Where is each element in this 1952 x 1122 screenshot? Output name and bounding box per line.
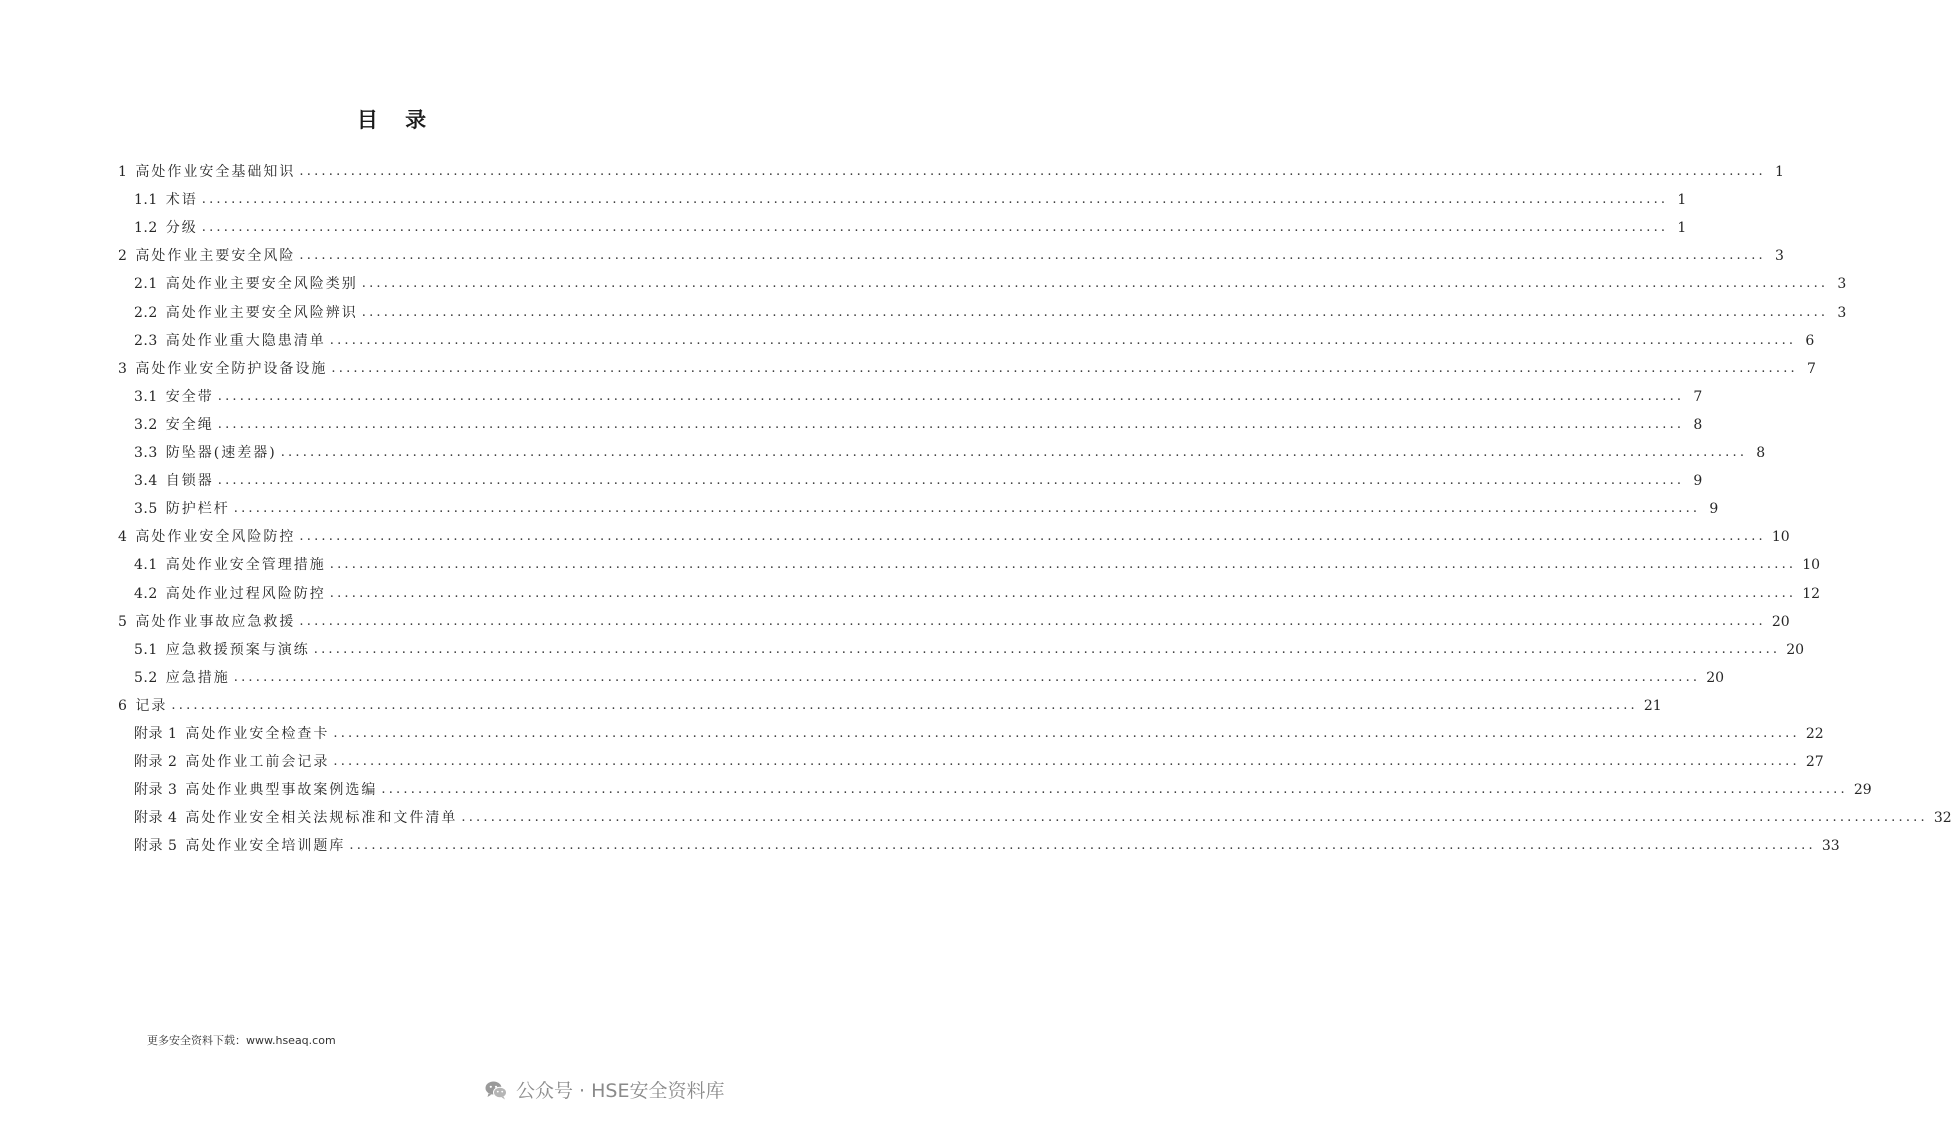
- toc-leader-dots: ........................................................................................................................................................................................................: [299, 164, 1766, 179]
- toc-entry-appendix-1[interactable]: [134, 720, 1824, 748]
- toc-leader-dots: ........................................................................................................................................................................................................: [299, 248, 1766, 264]
- toc-entry-number: 1.1: [134, 192, 158, 209]
- toc-entry-page: 32: [1933, 810, 1952, 827]
- toc-entry-page: 20: [1706, 669, 1725, 686]
- toc-leader-dots: ........................................................................................................................................................................................................: [361, 304, 1829, 320]
- toc-entry-number: 3.5: [134, 501, 158, 518]
- download-note[interactable]: 更多安全资料下载：www.hseaq.com: [147, 1034, 336, 1047]
- toc-entry-page: 21: [1643, 697, 1662, 714]
- toc-entry-number: 2.1: [134, 276, 158, 293]
- toc-entry-title: 高处作业重大隐患清单: [165, 332, 326, 349]
- toc-entry-4-2[interactable]: [134, 580, 1821, 608]
- watermark-text: 公众号 · HSE安全资料库: [516, 1080, 725, 1102]
- toc-leader-dots: ........................................................................................................................................................................................................: [381, 782, 1848, 798]
- toc-entry-2-1[interactable]: [134, 270, 1847, 298]
- toc-entry-number: 2: [118, 248, 128, 265]
- toc-entry-page: 12: [1802, 585, 1821, 602]
- toc-entry-number: 附录 1: [134, 726, 178, 742]
- toc-entry-title: 高处作业安全检查卡: [185, 726, 330, 742]
- toc-entry-page: 20: [1786, 641, 1805, 658]
- toc-leader-dots: ........................................................................................................................................................................................................: [217, 473, 1685, 489]
- toc-entry-number: 5.1: [134, 641, 158, 658]
- toc-leader-dots: ........................................................................................................................................................................................................: [329, 585, 1797, 601]
- toc-leader-dots: ........................................................................................................................................................................................................: [201, 220, 1669, 236]
- toc-entry-appendix-5[interactable]: [134, 832, 1840, 860]
- toc-leader-dots: ........................................................................................................................................................................................................: [333, 726, 1800, 741]
- toc-leader-dots: ........................................................................................................................................................................................................: [233, 669, 1701, 685]
- toc-entry-5[interactable]: [118, 608, 1790, 636]
- toc-leader-dots: ........................................................................................................................................................................................................: [299, 529, 1766, 545]
- toc-entry-6[interactable]: [118, 692, 1662, 720]
- toc-leader-dots: ........................................................................................................................................................................................................: [329, 557, 1797, 573]
- toc-entry-title: 记录: [135, 697, 168, 714]
- toc-entry-2[interactable]: [118, 242, 1784, 270]
- toc-entry-page: 33: [1821, 838, 1840, 855]
- toc-entry-1-1[interactable]: [134, 186, 1687, 214]
- toc-entry-number: 5: [118, 613, 128, 630]
- toc-entry-page: 6: [1805, 332, 1815, 349]
- toc-entry-2-3[interactable]: [134, 327, 1815, 355]
- wechat-watermark: [484, 1076, 724, 1103]
- toc-leader-dots: ........................................................................................................................................................................................................: [299, 613, 1766, 629]
- toc-entry-number: 1.2: [134, 220, 158, 237]
- toc-entry-page: 1: [1677, 192, 1687, 209]
- toc-entry-title: 高处作业安全培训题库: [185, 838, 346, 855]
- toc-entry-title: 高处作业安全相关法规标准和文件清单: [185, 810, 458, 827]
- toc-entry-page: 7: [1806, 360, 1816, 377]
- toc-entry-title: 高处作业主要安全风险辨识: [165, 304, 358, 321]
- toc-entry-number: 附录 4: [134, 810, 178, 827]
- toc-entry-title: 防坠器(速差器): [165, 445, 277, 461]
- toc-leader-dots: ........................................................................................................................................................................................................: [461, 810, 1928, 826]
- toc-entry-page: 3: [1774, 248, 1784, 265]
- toc-entry-appendix-4[interactable]: [134, 804, 1952, 832]
- toc-entry-number: 附录 2: [134, 754, 178, 771]
- toc-entry-page: 7: [1693, 388, 1703, 405]
- toc-entry-page: 8: [1756, 445, 1766, 461]
- toc-entry-number: 3.3: [134, 445, 158, 461]
- toc-entry-title: 术语: [165, 192, 198, 209]
- toc-entry-3-1[interactable]: [134, 383, 1703, 411]
- toc-entry-number: 3.4: [134, 473, 158, 490]
- toc-entry-title: 高处作业典型事故案例选编: [185, 782, 378, 799]
- toc-entry-number: 3.1: [134, 388, 158, 405]
- toc-entry-title: 高处作业主要安全风险: [135, 248, 296, 265]
- toc-entry-number: 附录 3: [134, 782, 178, 799]
- toc-entry-page: 22: [1805, 726, 1824, 742]
- toc-entry-number: 2.3: [134, 332, 158, 349]
- toc-leader-dots: ........................................................................................................................................................................................................: [349, 838, 1816, 854]
- toc-entry-number: 4.1: [134, 557, 158, 574]
- toc-entry-number: 4.2: [134, 585, 158, 602]
- toc-entry-4[interactable]: [118, 523, 1790, 551]
- toc-entry-number: 6: [118, 697, 128, 714]
- toc-leader-dots: ........................................................................................................................................................................................................: [217, 416, 1685, 432]
- toc-entry-number: 1: [118, 164, 128, 180]
- toc-entry-page: 1: [1774, 164, 1784, 180]
- toc-entry-4-1[interactable]: [134, 551, 1821, 579]
- toc-entry-page: 3: [1837, 276, 1847, 293]
- toc-leader-dots: ........................................................................................................................................................................................................: [280, 445, 1748, 460]
- toc-leader-dots: ........................................................................................................................................................................................................: [329, 332, 1797, 348]
- toc-entry-title: 高处作业安全风险防控: [135, 529, 296, 546]
- toc-entry-appendix-2[interactable]: [134, 748, 1824, 776]
- toc-leader-dots: ........................................................................................................................................................................................................: [171, 697, 1638, 713]
- toc-entry-title: 高处作业过程风险防控: [165, 585, 326, 602]
- toc-leader-dots: ........................................................................................................................................................................................................: [361, 276, 1829, 292]
- toc-entry-number: 附录 5: [134, 838, 178, 855]
- toc-entry-page: 29: [1853, 782, 1872, 799]
- toc-entry-title: 高处作业安全基础知识: [135, 164, 296, 180]
- toc-leader-dots: ........................................................................................................................................................................................................: [217, 388, 1685, 404]
- toc-entry-number: 3: [118, 360, 128, 377]
- toc-entry-title: 应急措施: [165, 669, 230, 686]
- toc-leader-dots: ........................................................................................................................................................................................................: [331, 360, 1798, 376]
- toc-entry-page: 8: [1693, 416, 1703, 433]
- toc-entry-number: 3.2: [134, 416, 158, 433]
- toc-entry-number: 5.2: [134, 669, 158, 686]
- toc-entry-title: 分级: [165, 220, 198, 237]
- toc-entry-3-2[interactable]: [134, 411, 1703, 439]
- toc-entry-page: 9: [1709, 501, 1719, 518]
- toc-entry-2-2[interactable]: [134, 299, 1847, 327]
- toc-entry-page: 3: [1837, 304, 1847, 321]
- toc-leader-dots: ........................................................................................................................................................................................................: [313, 641, 1781, 657]
- toc-entry-5-2[interactable]: [134, 664, 1725, 692]
- toc-entry-5-1[interactable]: [134, 636, 1805, 664]
- toc-entry-title: 高处作业事故应急救援: [135, 613, 296, 630]
- toc-entry-title: 自锁器: [165, 473, 214, 490]
- toc-entry-number: 2.2: [134, 304, 158, 321]
- toc-entry-page: 20: [1771, 613, 1790, 630]
- toc-entry-3[interactable]: [118, 355, 1816, 383]
- toc-entry-page: 10: [1802, 557, 1821, 574]
- toc-leader-dots: ........................................................................................................................................................................................................: [233, 501, 1701, 517]
- toc-entry-page: 10: [1771, 529, 1790, 546]
- toc-entry-page: 9: [1693, 473, 1703, 490]
- toc-entry-title: 高处作业安全管理措施: [165, 557, 326, 574]
- toc-entry-number: 4: [118, 529, 128, 546]
- toc-entry-title: 应急救援预案与演练: [165, 641, 310, 658]
- toc-entry-title: 高处作业工前会记录: [185, 754, 330, 771]
- toc-entry-1[interactable]: [118, 158, 1784, 186]
- toc-entry-title: 高处作业主要安全风险类别: [165, 276, 358, 293]
- toc-leader-dots: ........................................................................................................................................................................................................: [201, 192, 1669, 208]
- toc-entry-title: 高处作业安全防护设备设施: [135, 360, 328, 377]
- toc-entry-page: 27: [1805, 754, 1824, 771]
- wechat-icon: [484, 1078, 508, 1102]
- toc-entry-page: 1: [1677, 220, 1687, 237]
- toc-entry-title: 安全带: [165, 388, 214, 405]
- toc-entry-1-2[interactable]: [134, 214, 1687, 242]
- toc-entry-appendix-3[interactable]: [134, 776, 1872, 804]
- toc-entry-3-5[interactable]: [134, 495, 1719, 523]
- toc-entry-title: 安全绳: [165, 416, 214, 433]
- toc-entry-3-4[interactable]: [134, 467, 1703, 495]
- toc-leader-dots: ........................................................................................................................................................................................................: [333, 754, 1800, 770]
- toc-entry-3-3[interactable]: [134, 439, 1766, 467]
- page-title: 目 录: [356, 107, 437, 132]
- toc-entry-title: 防护栏杆: [165, 501, 230, 518]
